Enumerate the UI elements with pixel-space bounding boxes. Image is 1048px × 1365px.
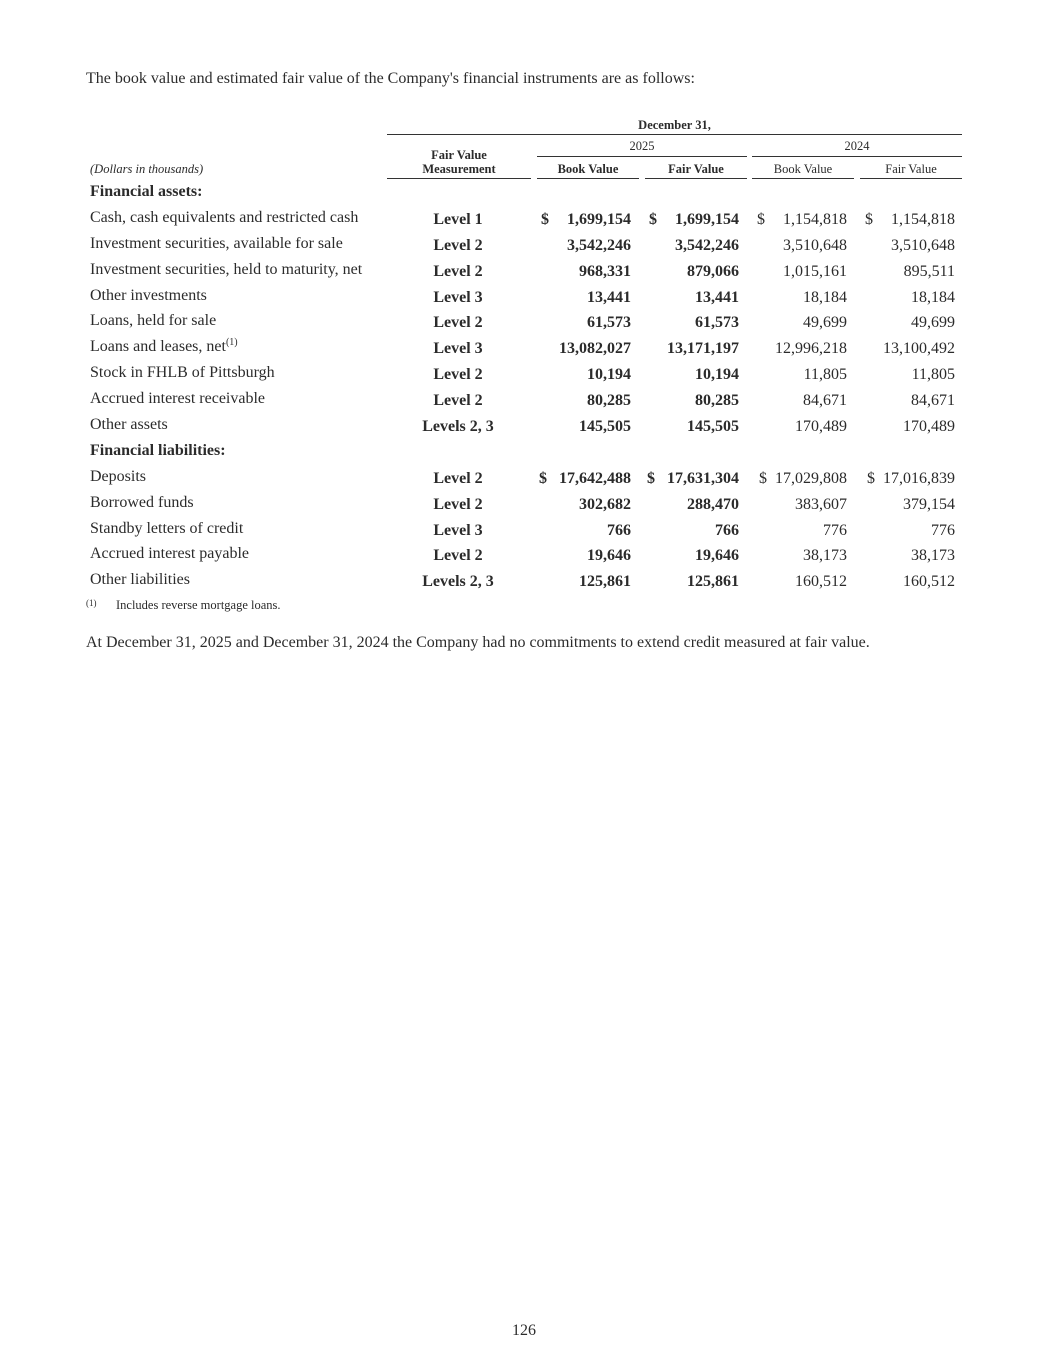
table-row xyxy=(0,387,1048,413)
row-label xyxy=(90,312,216,330)
cell-book-2024: 170,489 xyxy=(795,418,847,436)
cell-book-2024: 1,015,161 xyxy=(783,262,847,280)
currency-symbol: $ xyxy=(647,469,655,487)
table-row xyxy=(0,491,1048,517)
table-row xyxy=(0,258,1048,284)
table-row xyxy=(0,542,1048,568)
row-label-text: Financial assets: xyxy=(90,183,203,200)
cell-book-2025: 19,646 xyxy=(587,547,631,565)
row-label xyxy=(90,468,146,486)
table-row xyxy=(0,413,1048,439)
row-label-text: Other liabilities xyxy=(90,571,190,589)
measurement-level: Level 2 xyxy=(433,262,483,280)
cell-fair-2024: 11,805 xyxy=(911,366,955,384)
cell-book-2024: 18,184 xyxy=(803,288,847,306)
measurement-col-rule xyxy=(387,178,531,179)
section-header-row xyxy=(0,180,1048,206)
cell-book-2025: 13,441 xyxy=(587,288,631,306)
currency-symbol: $ xyxy=(649,210,657,228)
cell-book-2024: 38,173 xyxy=(803,547,847,565)
row-label-text: Other assets xyxy=(90,416,168,434)
row-label-text: Investment securities, available for sale xyxy=(90,234,343,252)
cell-book-2025: 125,861 xyxy=(579,573,631,591)
col-fair-value-2025: Fair Value xyxy=(668,162,724,176)
fair-value-table-body xyxy=(0,180,1048,594)
fv-measurement-header-line2: Measurement xyxy=(422,162,496,176)
row-label xyxy=(90,338,238,356)
cell-fair-2025: 879,066 xyxy=(687,262,739,280)
cell-book-2025: 145,505 xyxy=(579,418,631,436)
row-label-text: Deposits xyxy=(90,467,146,485)
cell-fair-2024: 170,489 xyxy=(903,418,955,436)
cell-book-2024: 776 xyxy=(823,521,847,539)
measurement-level: Level 3 xyxy=(433,288,483,306)
row-label xyxy=(90,209,358,227)
row-label-text: Investment securities, held to maturity, net xyxy=(90,260,363,278)
cell-book-2025: 80,285 xyxy=(587,392,631,410)
cell-fair-2024: 160,512 xyxy=(903,573,955,591)
cell-book-2024: 11,805 xyxy=(803,366,847,384)
row-label xyxy=(90,520,243,538)
fair-2025-col-rule xyxy=(645,178,747,179)
cell-book-2025: 17,642,488 xyxy=(559,469,631,487)
row-label-text: Borrowed funds xyxy=(90,493,194,511)
cell-fair-2025: 288,470 xyxy=(687,495,739,513)
measurement-level: Level 3 xyxy=(433,340,483,358)
col-fair-value-2024: Fair Value xyxy=(885,162,937,176)
footnote-text: Includes reverse mortgage loans. xyxy=(116,598,281,612)
year-2025-rule xyxy=(537,156,747,157)
cell-fair-2025: 19,646 xyxy=(695,547,739,565)
cell-book-2024: 3,510,648 xyxy=(783,236,847,254)
measurement-level: Level 2 xyxy=(433,495,483,513)
fv-measurement-header-line1: Fair Value xyxy=(431,148,487,162)
row-label xyxy=(90,545,249,563)
cell-book-2025: 13,082,027 xyxy=(559,340,631,358)
cell-fair-2024: 18,184 xyxy=(911,288,955,306)
currency-symbol: $ xyxy=(865,210,873,228)
measurement-level: Level 1 xyxy=(433,210,483,228)
table-row xyxy=(0,335,1048,361)
row-label xyxy=(90,235,343,253)
measurement-level: Level 2 xyxy=(433,392,483,410)
cell-fair-2024: 49,699 xyxy=(911,314,955,332)
book-2025-col-rule xyxy=(537,178,639,179)
table-row xyxy=(0,517,1048,543)
col-book-value-2025: Book Value xyxy=(557,162,619,176)
cell-fair-2024: 38,173 xyxy=(911,547,955,565)
year-2024-rule xyxy=(752,156,962,157)
cell-fair-2025: 766 xyxy=(715,521,739,539)
cell-fair-2025: 13,441 xyxy=(695,288,739,306)
col-book-value-2024: Book Value xyxy=(773,162,833,176)
table-row xyxy=(0,568,1048,594)
cell-book-2024: 383,607 xyxy=(795,495,847,513)
row-label-text: Accrued interest receivable xyxy=(90,390,266,408)
cell-fair-2024: 776 xyxy=(931,521,955,539)
row-label-text: Loans, held for sale xyxy=(90,312,217,330)
cell-fair-2024: 17,016,839 xyxy=(883,469,955,487)
cell-book-2025: 10,194 xyxy=(587,366,631,384)
fair-2024-col-rule xyxy=(860,178,962,179)
cell-fair-2025: 17,631,304 xyxy=(667,469,739,487)
row-label-text: Other investments xyxy=(90,286,207,304)
page-number: 126 xyxy=(512,1322,536,1339)
row-label xyxy=(90,390,265,408)
year-2025-header: 2025 xyxy=(629,139,655,153)
cell-book-2025: 3,542,246 xyxy=(567,236,631,254)
row-label xyxy=(90,261,362,279)
cell-fair-2025: 10,194 xyxy=(695,366,739,384)
cell-fair-2025: 145,505 xyxy=(687,418,739,436)
cell-fair-2024: 379,154 xyxy=(903,495,955,513)
measurement-level: Level 2 xyxy=(433,469,483,487)
row-label-text: Accrued interest payable xyxy=(90,545,250,563)
currency-symbol: $ xyxy=(757,210,765,228)
measurement-level: Level 2 xyxy=(433,366,483,384)
period-header: December 31, xyxy=(638,118,711,132)
cell-fair-2024: 895,511 xyxy=(903,262,955,280)
row-label-text: Cash, cash equivalents and restricted cash xyxy=(90,208,359,226)
year-2024-header: 2024 xyxy=(844,139,870,153)
book-2024-col-rule xyxy=(752,178,854,179)
section-label xyxy=(90,183,202,201)
cell-book-2025: 61,573 xyxy=(587,314,631,332)
row-label-text: Stock in FHLB of Pittsburgh xyxy=(90,364,275,382)
section-header-row xyxy=(0,439,1048,465)
row-label-text: Financial liabilities: xyxy=(90,441,226,459)
cell-book-2024: 49,699 xyxy=(803,314,847,332)
cell-book-2025: 302,682 xyxy=(579,495,631,513)
cell-fair-2024: 1,154,818 xyxy=(891,210,955,228)
measurement-level: Level 2 xyxy=(433,314,483,332)
row-label xyxy=(90,494,194,512)
cell-book-2024: 12,996,218 xyxy=(775,340,847,358)
table-row xyxy=(0,284,1048,310)
row-label xyxy=(90,364,275,382)
measurement-level: Level 2 xyxy=(433,547,483,565)
cell-book-2024: 1,154,818 xyxy=(783,210,847,228)
table-row xyxy=(0,232,1048,258)
measurement-level: Levels 2, 3 xyxy=(422,418,494,436)
measurement-level: Level 3 xyxy=(433,521,483,539)
cell-fair-2025: 1,699,154 xyxy=(675,210,739,228)
units-label: (Dollars in thousands) xyxy=(90,162,204,176)
row-label xyxy=(90,287,207,305)
cell-fair-2025: 125,861 xyxy=(687,573,739,591)
cell-book-2024: 160,512 xyxy=(795,573,847,591)
table-row xyxy=(0,309,1048,335)
measurement-level: Level 2 xyxy=(433,236,483,254)
cell-fair-2025: 13,171,197 xyxy=(667,340,739,358)
row-label-text: Standby letters of credit xyxy=(90,519,244,537)
table-row xyxy=(0,206,1048,232)
cell-book-2024: 17,029,808 xyxy=(775,469,847,487)
row-label xyxy=(90,571,190,589)
cell-fair-2025: 3,542,246 xyxy=(675,236,739,254)
footnote-reference: (1) xyxy=(225,337,238,349)
row-label-text: Loans and leases, net xyxy=(90,338,226,356)
cell-book-2025: 968,331 xyxy=(579,262,631,280)
table-row xyxy=(0,465,1048,491)
cell-fair-2024: 13,100,492 xyxy=(883,340,955,358)
currency-symbol: $ xyxy=(867,469,875,487)
cell-book-2025: 766 xyxy=(607,521,631,539)
footnote-marker: (1) xyxy=(86,598,97,608)
cell-book-2024: 84,671 xyxy=(803,392,847,410)
cell-fair-2025: 61,573 xyxy=(695,314,739,332)
header-rule xyxy=(387,134,962,135)
table-row xyxy=(0,361,1048,387)
cell-fair-2025: 80,285 xyxy=(695,392,739,410)
closing-paragraph: At December 31, 2025 and December 31, 2024 the Company had no commitments to extend credit measured at fair value. xyxy=(86,634,870,651)
cell-fair-2024: 84,671 xyxy=(911,392,955,410)
intro-paragraph: The book value and estimated fair value of the Company's financial instruments are as follows: xyxy=(86,70,695,87)
row-label xyxy=(90,416,168,434)
currency-symbol: $ xyxy=(541,210,549,228)
cell-book-2025: 1,699,154 xyxy=(567,210,631,228)
currency-symbol: $ xyxy=(759,469,767,487)
cell-fair-2024: 3,510,648 xyxy=(891,236,955,254)
currency-symbol: $ xyxy=(539,469,547,487)
measurement-level: Levels 2, 3 xyxy=(422,573,494,591)
section-label xyxy=(90,442,226,460)
